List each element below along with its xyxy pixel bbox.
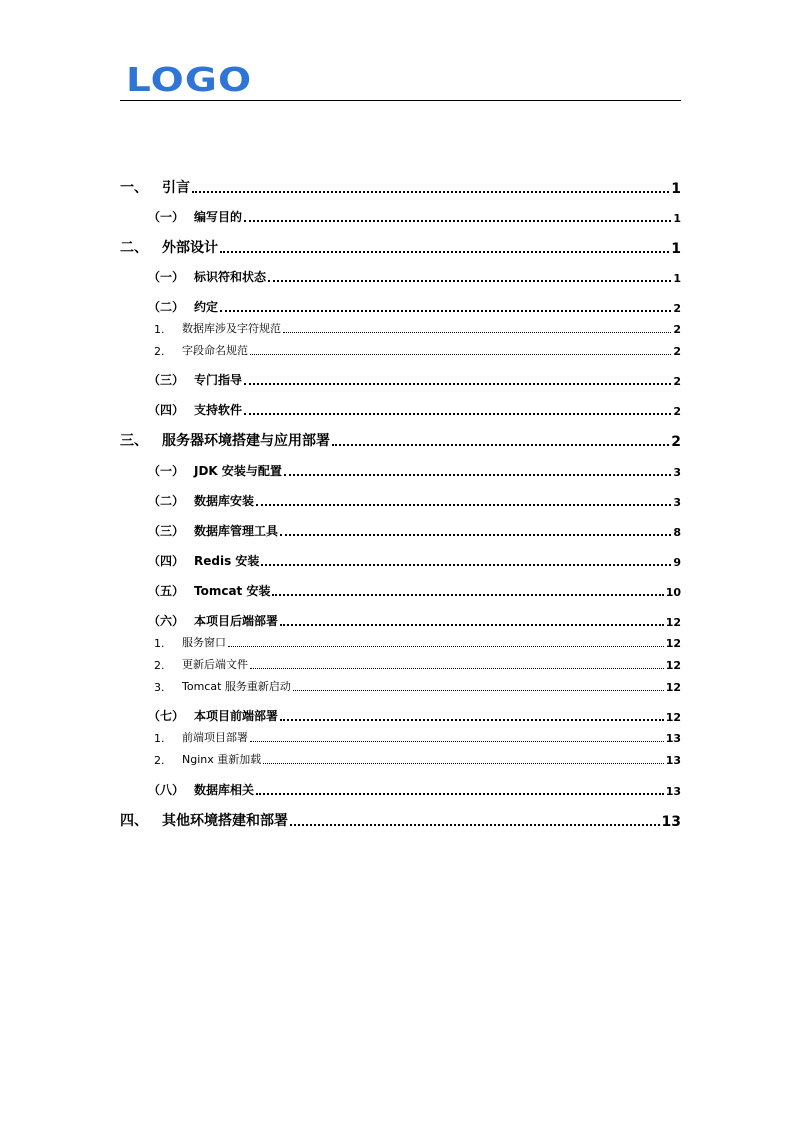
toc-leader	[280, 719, 664, 721]
toc-entry[interactable]	[154, 678, 681, 694]
toc-leader	[228, 646, 664, 647]
toc-number: 1.	[154, 323, 165, 336]
toc-number: （三）	[148, 373, 185, 387]
toc-leader	[261, 564, 671, 566]
toc-title: 数据库涉及字符规范	[182, 322, 281, 335]
toc-page: 13	[665, 785, 681, 798]
toc-entry[interactable]	[148, 370, 681, 388]
toc-entry[interactable]	[154, 751, 681, 767]
toc-title: Redis 安装	[194, 554, 260, 568]
toc-title: 数据库管理工具	[194, 524, 279, 538]
toc-title: Nginx 重新加载	[182, 753, 262, 766]
toc-title: 数据库相关	[194, 783, 255, 797]
toc-number: （七）	[148, 709, 185, 723]
toc-page: 1	[673, 272, 681, 285]
toc-title: 本项目前端部署	[194, 709, 279, 723]
toc-page: 2	[673, 345, 681, 358]
toc-page: 2	[673, 375, 681, 388]
toc-entry[interactable]	[148, 581, 681, 599]
toc-title: 前端项目部署	[182, 731, 248, 744]
toc-leader	[332, 444, 669, 446]
toc-leader	[268, 280, 671, 282]
toc-entry[interactable]	[148, 461, 681, 479]
toc-page: 9	[673, 556, 681, 569]
toc-leader	[283, 332, 671, 333]
toc-page: 2	[673, 302, 681, 315]
toc-number: 一、	[120, 180, 148, 196]
logo: LOGO	[126, 60, 253, 99]
toc-title: 服务窗口	[182, 636, 226, 649]
toc-page: 12	[665, 659, 681, 672]
toc-page: 3	[673, 466, 681, 479]
toc-number: 二、	[120, 240, 148, 256]
toc-leader	[256, 793, 664, 795]
toc-title: JDK 安装与配置	[194, 464, 282, 478]
toc-leader	[293, 690, 664, 691]
toc-page: 12	[665, 711, 681, 724]
toc-entry[interactable]	[154, 634, 681, 650]
toc-number: （一）	[148, 464, 185, 478]
toc-entry[interactable]	[148, 706, 681, 724]
toc-leader	[192, 191, 669, 193]
toc-page: 12	[665, 681, 681, 694]
toc-entry[interactable]	[120, 237, 681, 257]
toc-page: 12	[665, 616, 681, 629]
toc-entry[interactable]	[154, 320, 681, 336]
toc-page: 2	[673, 323, 681, 336]
toc-leader	[250, 354, 671, 355]
toc-title: Tomcat 服务重新启动	[182, 680, 291, 693]
toc-number: 1.	[154, 637, 165, 650]
toc-entry[interactable]	[154, 729, 681, 745]
toc-number: （五）	[148, 584, 185, 598]
toc-leader	[220, 251, 669, 253]
toc-title: 支持软件	[194, 403, 243, 417]
toc-title: 其他环境搭建和部署	[162, 813, 288, 829]
toc-number: （六）	[148, 614, 185, 628]
toc-title: Tomcat 安装	[194, 584, 271, 598]
toc-number: 2.	[154, 659, 165, 672]
toc-page: 13	[661, 814, 681, 830]
toc-entry[interactable]	[148, 551, 681, 569]
toc-entry[interactable]	[148, 521, 681, 539]
toc-number: 1.	[154, 732, 165, 745]
toc-title: 引言	[162, 180, 190, 196]
toc-title: 外部设计	[162, 240, 218, 256]
toc-leader	[280, 624, 664, 626]
toc-page: 8	[673, 526, 681, 539]
toc-page: 12	[665, 637, 681, 650]
toc-leader	[250, 741, 664, 742]
toc-page: 13	[665, 754, 681, 767]
toc-title: 标识符和状态	[194, 270, 267, 284]
toc-leader	[250, 668, 664, 669]
toc-leader	[290, 824, 660, 826]
toc-number: （四）	[148, 403, 185, 417]
toc-number: （四）	[148, 554, 185, 568]
toc-number: 四、	[120, 813, 148, 829]
toc-leader	[272, 594, 663, 596]
toc-page: 1	[671, 241, 681, 257]
toc-entry[interactable]	[148, 611, 681, 629]
toc-entry[interactable]	[148, 297, 681, 315]
toc-leader	[220, 310, 671, 312]
toc-number: （二）	[148, 494, 185, 508]
toc-number: （二）	[148, 300, 185, 314]
toc-page: 10	[665, 586, 681, 599]
toc-title: 编写目的	[194, 210, 243, 224]
toc-title: 约定	[194, 300, 219, 314]
toc-title: 本项目后端部署	[194, 614, 279, 628]
toc-entry[interactable]	[120, 430, 681, 450]
toc-number: 2.	[154, 754, 165, 767]
toc-number: （一）	[148, 210, 185, 224]
toc-number: （三）	[148, 524, 185, 538]
toc-title: 服务器环境搭建与应用部署	[162, 433, 330, 449]
toc-entry[interactable]	[120, 177, 681, 197]
toc-leader	[263, 763, 663, 764]
toc-page: 1	[673, 212, 681, 225]
toc-leader	[284, 474, 671, 476]
toc-title: 专门指导	[194, 373, 243, 387]
toc-number: （一）	[148, 270, 185, 284]
toc-entry[interactable]	[148, 491, 681, 509]
toc-leader	[244, 383, 671, 385]
toc-leader	[256, 504, 671, 506]
toc-number: 三、	[120, 433, 148, 449]
toc-entry[interactable]	[148, 400, 681, 418]
toc-leader	[280, 534, 671, 536]
toc-entry[interactable]	[154, 342, 681, 358]
toc-leader	[244, 413, 671, 415]
toc-number: 2.	[154, 345, 165, 358]
toc-page: 1	[671, 181, 681, 197]
toc-number: 3.	[154, 681, 165, 694]
toc-page: 3	[673, 496, 681, 509]
toc-leader	[244, 220, 671, 222]
toc-page: 13	[665, 732, 681, 745]
toc-entry[interactable]	[120, 810, 681, 830]
toc-page: 2	[673, 405, 681, 418]
toc-title: 更新后端文件	[182, 658, 248, 671]
toc-title: 字段命名规范	[182, 344, 248, 357]
toc-page: 2	[671, 434, 681, 450]
toc-entry[interactable]	[154, 656, 681, 672]
toc-number: （八）	[148, 783, 185, 797]
toc-entry[interactable]	[148, 780, 681, 798]
toc-title: 数据库安装	[194, 494, 255, 508]
toc-entry[interactable]	[148, 207, 681, 225]
toc-entry[interactable]	[148, 267, 681, 285]
page-header	[120, 60, 681, 101]
